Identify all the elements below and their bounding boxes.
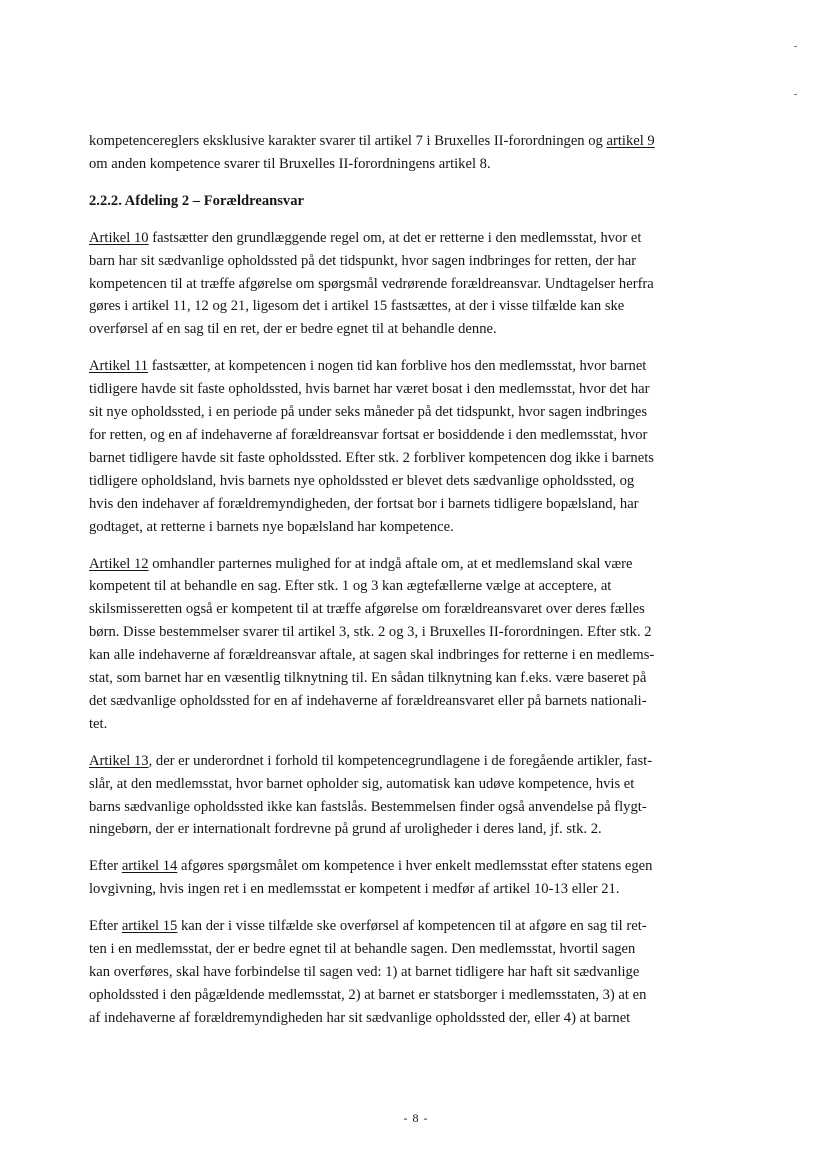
scan-mark xyxy=(794,46,797,47)
link-artikel-12[interactable]: Artikel 12 xyxy=(89,555,149,572)
paragraph-artikel-12: Artikel 12 omhandler parternes mulighed for at indgå aftale om, at et medlemsland skal være kompetent til at behandle en sag. Efter stk. 1 og 3 kan ægtefællerne vælge at acceptere, at skilsmisseretten også er kompetent til at træffe afgørelse om forældreansvaret over deres fælles børn. Disse bestemmelser svarer til artikel 3, stk. 2 og 3, i Bruxelles II-forordningen. Efter stk. 2 kan alle indehaverne af forældreansvar aftale, at sagen skal indbringes for retterne i en medlems- stat, som barnet har en væsentlig tilknytning til. En sådan tilknytning kan f.eks. være baseret på det sædvanlige opholdssted for en af indehaverne af forældreansvaret eller på barnets nationali- tet. xyxy=(89,555,655,732)
paragraph-artikel-10: Artikel 10 fastsætter den grundlæggende regel om, at det er retterne i den medlemsstat, hvor et barn har sit sædvanlige opholdssted på det tidspunkt, hvor sagen indbringes for retten, der har kompetencen til at træffe afgørelse om spørgsmål vedrørende forældreansvar. Undtagelser herfra gøres i artikel 11, 12 og 21, ligesom det i artikel 15 fastsættes, at der i visse tilfælde kan ske overførsel af en sag til en ret, der er bedre egnet til at behandle denne. xyxy=(89,229,654,338)
link-artikel-13[interactable]: Artikel 13 xyxy=(89,752,149,769)
page-number: - 8 - xyxy=(403,1111,429,1125)
paragraph-artikel-11: Artikel 11 fastsætter, at kompetencen i nogen tid kan forblive hos den medlemsstat, hvor barnet tidligere havde sit faste opholdssted, hvis barnet har været bosat i den medlemsstat, hvor det har sit nye opholdssted, i en periode på under seks måneder på det tidspunkt, hvor sagen indbringes for retten, og en af indehaverne af forældreansvar fortsat er bosiddende i den medlemsstat, hvor barnet tidligere havde sit faste opholdssted. Efter stk. 2 forbliver kompetencen dog ikke i barnets tidligere opholdsland, hvis barnets nye opholdssted er blevet dets sædvanlige opholdssted, og hvis den indehaver af forældremyndigheden, der fortsat bor i barnets tidligere bopælsland, har godtaget, at retterne i barnets nye bopælsland har kompetence. xyxy=(89,358,654,535)
paragraph-intro: kompetencereglers eksklusive karakter svarer til artikel 7 i Bruxelles II-forordningen og artikel 9 om anden kompetence svarer til Bruxelles II-forordningens artikel 8. xyxy=(89,133,655,172)
paragraph-artikel-13: Artikel 13, der er underordnet i forhold til kompetencegrundlagene i de foregående artikler, fast- slår, at den medlemsstat, hvor barnet opholder sig, automatisk kan udøve kompetence, hvis et barns sædvanlige opholdssted ikke kan fastslås. Bestemmelsen finder også anvendelse på flygt- ningebørn, der er internationalt fordrevne på grund af uroligheder i deres land, jf. stk. 2. xyxy=(89,752,653,838)
scan-mark xyxy=(794,94,797,95)
link-artikel-9[interactable]: artikel 9 xyxy=(606,133,655,149)
document-body xyxy=(89,130,747,1044)
link-artikel-11[interactable]: Artikel 11 xyxy=(89,358,149,375)
link-artikel-14[interactable]: artikel 14 xyxy=(121,858,178,875)
paragraph-artikel-15: Efter artikel 15 kan der i visse tilfælde ske overførsel af kompetencen til at afgøre en sag til ret- ten i en medlemsstat, der er bedre egnet til at behandle sagen. Den medlemsstat, hvortil sagen kan overføres, skal have forbindelse til sagen ved: 1) at barnet tidligere har haft sit sædvanlige opholdssted i den pågældende medlemsstat, 2) at barnet er statsborger i medlemsstaten, 3) at en af indehaverne af forældremyndigheden har sit sædvanlige opholdssted der, eller 4) at barnet xyxy=(89,918,647,1026)
link-artikel-15[interactable]: artikel 15 xyxy=(121,918,178,935)
section-heading: 2.2.2. Afdeling 2 – Forældreansvar xyxy=(89,192,304,209)
paragraph-artikel-14: Efter artikel 14 afgøres spørgsmålet om kompetence i hver enkelt medlemsstat efter statens egen lovgivning, hvis ingen ret i en medlemsstat er kompetent i medfør af artikel 10-13 eller 21. xyxy=(89,858,653,898)
link-artikel-10[interactable]: Artikel 10 xyxy=(89,229,149,246)
